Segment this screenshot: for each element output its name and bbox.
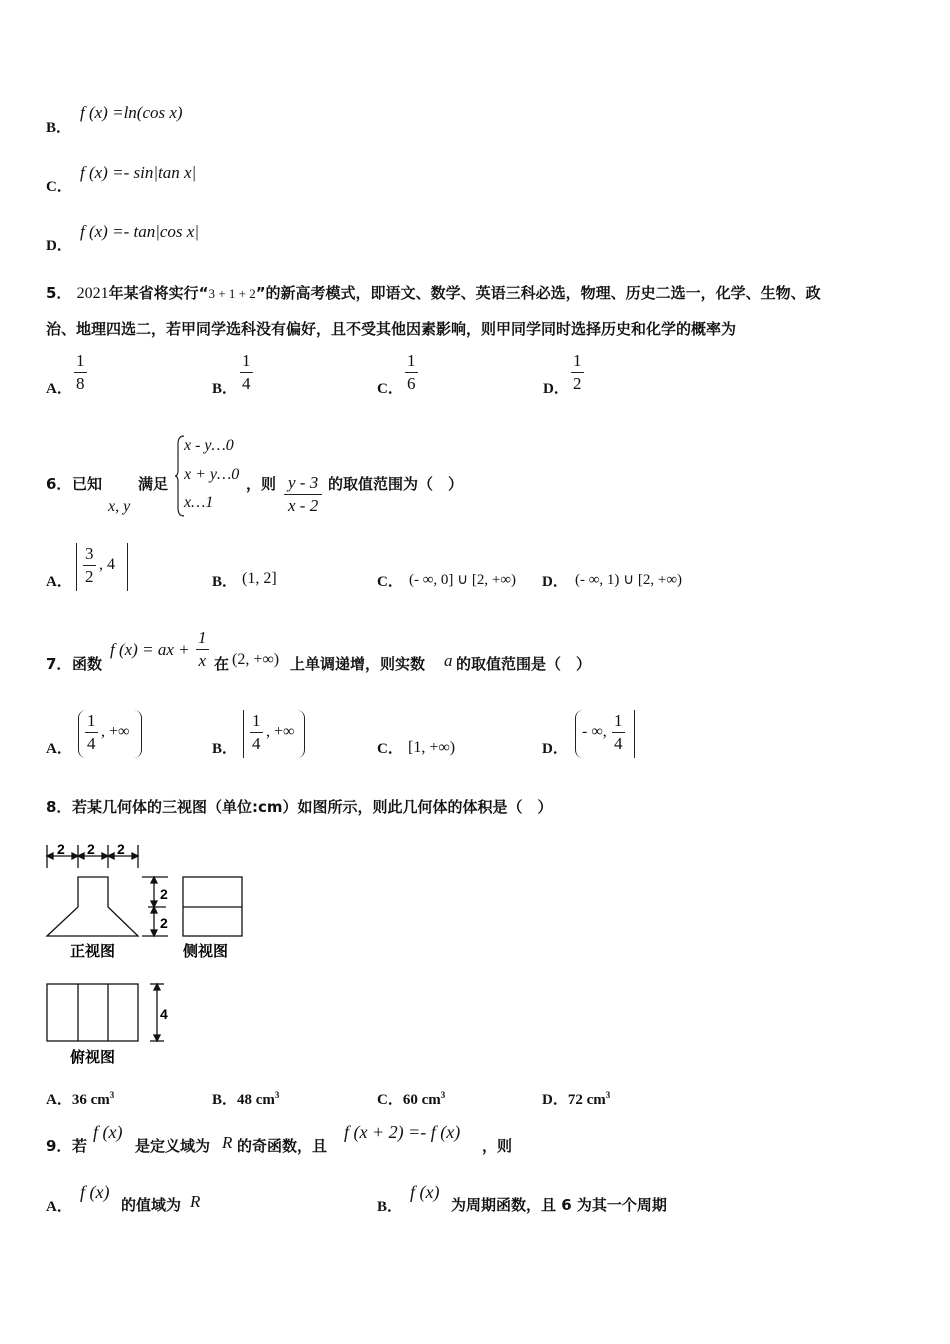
q8-option-c-sup: 3 (440, 1090, 446, 1100)
q7-option-a-fraction (85, 710, 98, 755)
q7-text-d: 的取值范围是（ ） (456, 655, 592, 673)
q8-option-d-sup: 3 (605, 1090, 611, 1100)
q8-dim-top-3: 2 (117, 841, 125, 857)
q5-option-d-label: D． (543, 381, 569, 397)
q6-vars: x, y (108, 498, 131, 515)
q8-number: 8． (46, 798, 72, 816)
q7-option-b-den: 4 (252, 734, 261, 753)
q6-text-a: 已知 (72, 475, 103, 493)
q7-option-d-label: D． (542, 741, 568, 757)
q7-func-den: x (198, 651, 207, 670)
q6-option-a-num: 3 (83, 543, 96, 566)
q8-side-view (183, 877, 242, 936)
q8-option-c-value: 60 cm (402, 1092, 441, 1108)
q7-option-b-value (243, 710, 305, 758)
q7-func-num: 1 (196, 627, 209, 650)
q8-option-d (542, 1088, 610, 1109)
q8-dim-side-1: 2 (160, 886, 168, 902)
q9-option-a-label: A． (46, 1199, 72, 1215)
q7-option-a-num: 1 (85, 710, 98, 733)
q6-option-a-fraction (83, 543, 96, 588)
q6-option-a-den: 2 (85, 567, 94, 586)
q7-option-b-label: B． (212, 741, 238, 757)
q5-option-d-fraction (571, 350, 584, 395)
q5-number: 5． (46, 284, 72, 302)
q8-top-label: 俯视图 (70, 1048, 116, 1066)
q6-option-d-label: D． (542, 574, 568, 590)
q5-text-a: 年某省将实行“ (108, 284, 209, 302)
q9-text-c: 的奇函数，且 (237, 1137, 328, 1155)
q8-top-view (47, 984, 138, 1041)
q7-option-c-label: C． (377, 741, 403, 757)
q7-option-d-num: 1 (612, 710, 625, 733)
q8-option-c-label: C． (377, 1092, 403, 1108)
q7-option-b-tail: , +∞ (266, 723, 295, 740)
q6-fraction (284, 472, 322, 517)
q8-option-b-label: B． (212, 1092, 238, 1108)
q6-sys-2: x + y…0 (184, 466, 240, 483)
q7-option-d-fraction (612, 710, 625, 755)
q7-option-a-value (78, 710, 142, 758)
q4-option-d-formula: f (x) =- tan|cos x| (80, 222, 199, 241)
q7-interval: (2, +∞) (232, 651, 280, 668)
q9-R: R (222, 1133, 233, 1152)
q9-text-d: ，则 (482, 1137, 513, 1155)
q8-option-a-label: A． (46, 1092, 72, 1108)
q8-side-label: 侧视图 (183, 942, 229, 960)
q5-option-a-fraction (74, 350, 87, 395)
q5-option-b-den: 4 (242, 374, 251, 393)
q7-func-fraction (196, 627, 209, 672)
q6-option-b-label: B． (212, 574, 238, 590)
q6-option-a-label: A． (46, 574, 72, 590)
q8-front-view (47, 877, 138, 936)
q7-option-b-num: 1 (250, 710, 263, 733)
q5-option-c-den: 6 (407, 374, 416, 393)
q6-option-d-value: (- ∞, 1) ∪ [2, +∞) (575, 572, 683, 588)
q5-option-c-fraction (405, 350, 418, 395)
q9-cond: f (x + 2) =- f (x) (344, 1122, 461, 1142)
q6-frac-num: y - 3 (284, 472, 322, 495)
q5-option-c-num: 1 (405, 350, 418, 373)
q4-option-d-label: D． (46, 238, 72, 254)
q8-option-b-value: 48 cm (237, 1092, 275, 1108)
q6-option-b-value: (1, 2] (242, 570, 277, 587)
q8-option-b-sup: 3 (274, 1090, 280, 1100)
q9-text-b: 是定义域为 (135, 1137, 211, 1155)
q4-option-c-label: C． (46, 179, 72, 195)
q6-text-b: 满足 (138, 475, 169, 493)
q7-text-b: 在 (214, 655, 230, 673)
q4-option-b-label: B． (46, 120, 72, 136)
q5-option-a-label: A． (46, 381, 72, 397)
q7-option-d-pre: - ∞, (582, 723, 607, 740)
q6-option-c-label: C． (377, 574, 403, 590)
q9-option-a-R: R (190, 1192, 201, 1211)
q6-number: 6． (46, 475, 72, 493)
q7-text-a: 函数 (72, 655, 103, 673)
q8-option-c (377, 1088, 445, 1109)
q6-frac-den: x - 2 (288, 496, 319, 515)
q9-option-a-text: 的值域为 (121, 1196, 182, 1214)
q8-option-b (212, 1088, 279, 1109)
q7-var: a (444, 651, 453, 670)
q7-option-c-value: [1, +∞) (408, 739, 456, 756)
q8-option-a-sup: 3 (109, 1090, 115, 1100)
q7-text-c: 上单调递增，则实数 (290, 655, 426, 673)
q7-option-b-fraction (250, 710, 263, 755)
q5-option-b-fraction (240, 350, 253, 395)
q8-option-a (46, 1088, 114, 1109)
q5-option-d-num: 1 (571, 350, 584, 373)
q8-dim-side-2: 2 (160, 915, 168, 931)
q5-option-b-num: 1 (240, 350, 253, 373)
q5-mode: 3 + 1 + 2 (208, 286, 256, 301)
q7-option-a-den: 4 (87, 734, 96, 753)
q9-option-a-fx: f (x) (80, 1182, 110, 1202)
q6-option-c-value: (- ∞, 0] ∪ [2, +∞) (409, 572, 517, 588)
q6-option-a-value (76, 543, 128, 591)
q8-text: 若某几何体的三视图（单位:cm）如图所示，则此几何体的体积是（ ） (72, 798, 553, 816)
q8-option-d-label: D． (542, 1092, 568, 1108)
q4-option-b-formula: f (x) =ln(cos x) (80, 103, 183, 122)
q7-option-d-value (575, 710, 635, 758)
q8-option-d-value: 72 cm (567, 1092, 606, 1108)
q9-fx: f (x) (93, 1122, 123, 1142)
q6-sys-1: x - y…0 (184, 437, 234, 454)
q7-option-a-tail: , +∞ (101, 723, 130, 740)
q6-text-d: 的取值范围为（ ） (328, 475, 464, 493)
q8-dim-top-2: 2 (87, 841, 95, 857)
q7-number: 7． (46, 655, 72, 673)
q7-option-d-den: 4 (614, 734, 623, 753)
q5-option-c-label: C． (377, 381, 403, 397)
q4-option-c-formula: f (x) =- sin|tan x| (80, 163, 197, 182)
q8-dim-top-1: 2 (57, 841, 65, 857)
q9-option-b-text: 为周期函数，且 6 为其一个周期 (451, 1196, 667, 1214)
q9-option-b-label: B． (377, 1199, 403, 1215)
q5-option-a-den: 8 (76, 374, 85, 393)
q8-three-views-figure (40, 840, 260, 1070)
q9-text-a: 若 (72, 1137, 88, 1155)
q5-line2: 治、地理四选二，若甲同学选科没有偏好，且不受其他因素影响，则甲同学同时选择历史和化学的概率为 (46, 320, 737, 338)
q7-func: f (x) = ax + (110, 640, 190, 659)
q5-option-d-den: 2 (573, 374, 582, 393)
q6-text-c: ，则 (246, 475, 277, 493)
q7-option-a-label: A． (46, 741, 72, 757)
q5-option-a-num: 1 (74, 350, 87, 373)
q8-dim-plan: 4 (160, 1006, 168, 1022)
q9-option-b-fx: f (x) (410, 1182, 440, 1202)
q5-option-b-label: B． (212, 381, 238, 397)
q5-line1 (46, 282, 821, 303)
q6-sys-3: x…1 (184, 494, 214, 511)
q9-number: 9． (46, 1137, 72, 1155)
q5-year: 2021 (76, 285, 109, 302)
q8-front-label: 正视图 (70, 942, 116, 960)
q5-text-b: ”的新高考模式，即语文、数学、英语三科必选，物理、历史二选一，化学、生物、政 (255, 284, 821, 302)
q6-option-a-tail: , 4 (99, 556, 115, 573)
q8-option-a-value: 36 cm (71, 1092, 110, 1108)
